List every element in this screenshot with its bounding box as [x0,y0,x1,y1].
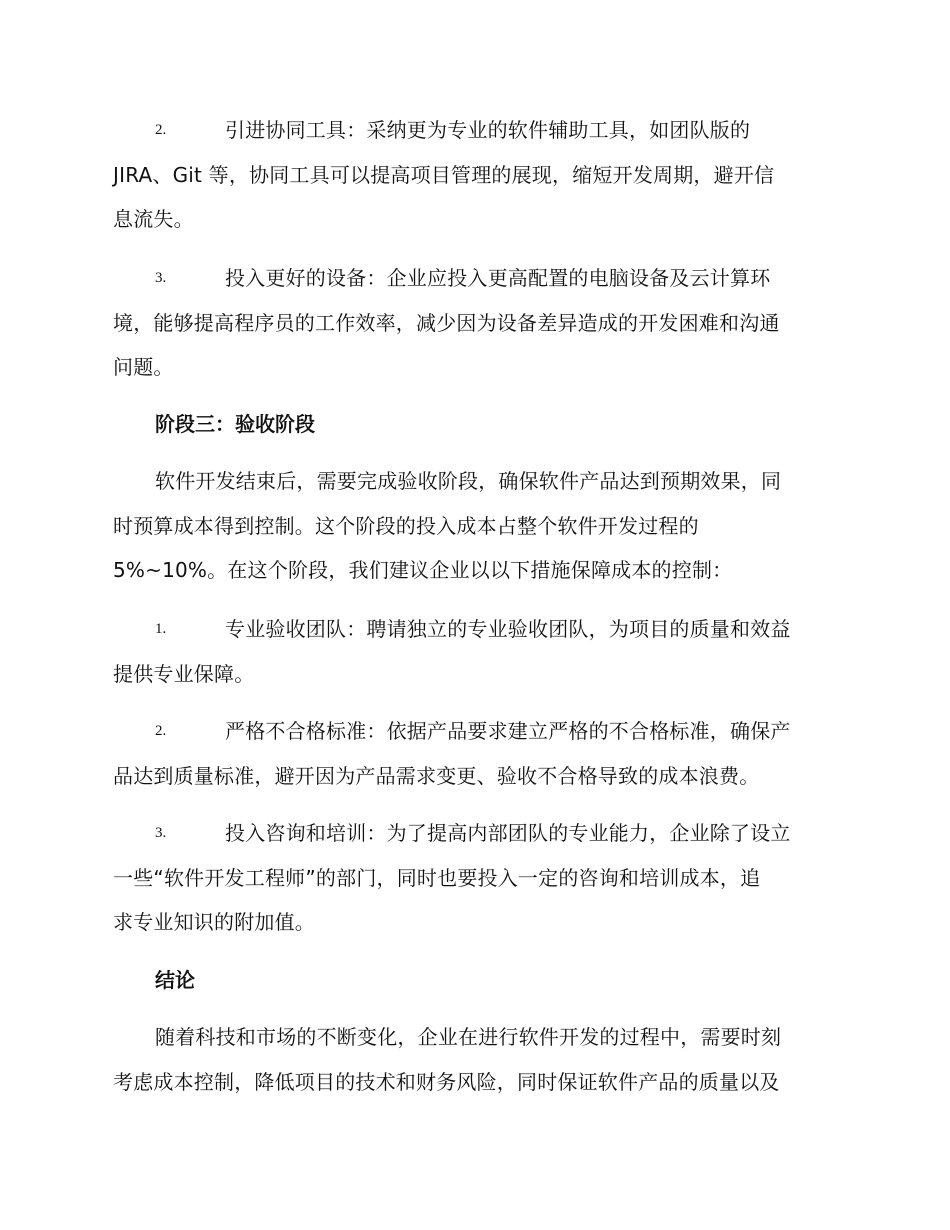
paragraph-line: 考虑成本控制，降低项目的技术和财务风险，同时保证软件产品的质量以及 [113,1070,780,1094]
list-number: 2. [155,122,167,138]
list-number: 3. [155,825,167,841]
list-item-text-line: 问题。 [113,355,174,379]
list-item-text-line: 求专业知识的附加值。 [113,910,315,934]
list-item-text-line: 品达到质量标准，避开因为产品需求变更、验收不合格导致的成本浪费。 [113,764,760,788]
paragraph-line: 时预算成本得到控制。这个阶段的投入成本占整个软件开发过程的 [113,514,699,538]
list-item-text-line: 投入更好的设备：企业应投入更高配置的电脑设备及云计算环 [225,266,771,290]
paragraph-line: 随着科技和市场的不断变化，企业在进行软件开发的过程中，需要时刻 [155,1025,782,1049]
list-item-text-line: 专业验收团队：聘请独立的专业验收团队，为项目的质量和效益 [225,617,791,641]
list-item-text-line: 严格不合格标准：依据产品要求建立严格的不合格标准，确保产 [225,719,791,743]
paragraph-line: 软件开发结束后，需要完成验收阶段，确保软件产品达到预期效果，同 [155,469,782,493]
list-item-text-line: 一些“软件开发工程师”的部门，同时也要投入一定的咨询和培训成本，追 [113,866,761,890]
list-number: 2. [155,723,167,739]
list-item-text-line: 境，能够提高程序员的工作效率，减少因为设备差异造成的开发困难和沟通 [113,311,780,335]
list-number: 1. [155,621,167,637]
section-heading-acceptance-stage: 阶段三：验收阶段 [155,412,315,436]
list-item-text-line: 投入咨询和培训：为了提高内部团队的专业能力，企业除了设立 [225,821,791,845]
list-number: 3. [155,270,167,286]
paragraph-line: 5%~10%。在这个阶段，我们建议企业以以下措施保障成本的控制： [113,558,733,582]
list-item-text-line: 息流失。 [113,207,194,231]
list-item-text-line: 引进协同工具：采纳更为专业的软件辅助工具，如团队版的 [225,118,751,142]
list-item-text-line: 提供专业保障。 [113,662,255,686]
section-heading-conclusion: 结论 [155,968,195,992]
list-item-text-line: JIRA、Git 等，协同工具可以提高项目管理的展现，缩短开发周期，避开信 [113,163,775,187]
